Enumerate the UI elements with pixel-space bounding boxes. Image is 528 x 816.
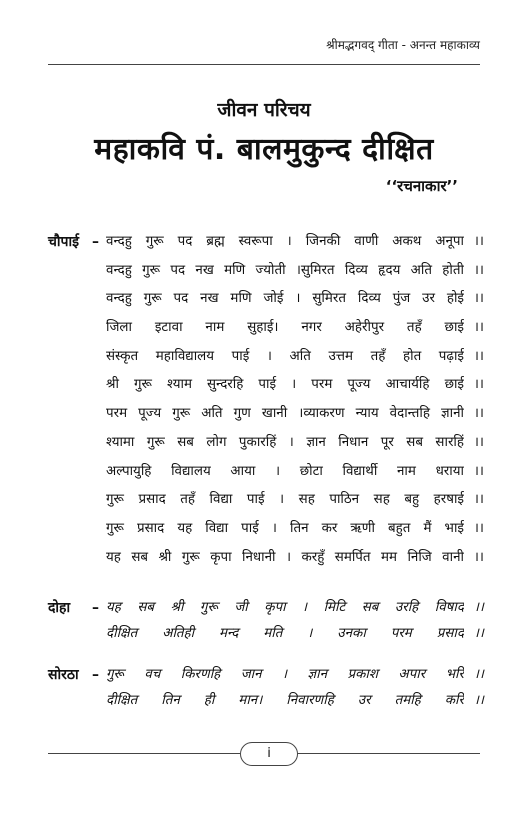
verse-text: श्यामा गुरू सब लोग पुकारहिं । ज्ञान निधान पूर सब सारहिं xyxy=(106,434,464,450)
end-mark: ।। xyxy=(473,291,484,307)
verse-text: यह सब श्री गुरू जी कृपा । मिटि सब उरहि विषाद xyxy=(106,600,464,615)
verse-line xyxy=(48,621,484,647)
verse-line xyxy=(48,400,484,429)
verse-text: दीक्षित अतिही मन्द मति । उनका परम प्रसाद xyxy=(106,626,464,641)
end-mark: ।। xyxy=(473,406,484,422)
verse-line xyxy=(48,515,484,544)
verse-line xyxy=(48,544,484,573)
end-mark: ।। xyxy=(473,693,484,708)
end-mark: ।। xyxy=(473,262,484,278)
page-number: i xyxy=(240,742,298,766)
verse-text: परम पूज्य गुरू अति गुण खानी ।व्याकरण न्याय वेदान्तहि ज्ञानी xyxy=(106,406,464,422)
verse-text: जिला इटावा नाम सुहाई। नगर अहेरीपुर तहँ छाई xyxy=(106,320,464,336)
verse-text: अल्पायुहि विद्यालय आया । छोटा विद्यार्थी नाम धराया xyxy=(106,463,464,479)
verse-text: संस्कृत महाविद्यालय पाई । अति उत्तम तहँ होत पढ़ाई xyxy=(106,348,464,364)
chaupai-section xyxy=(48,228,484,572)
sortha-label: सोरठा xyxy=(48,667,79,683)
end-mark: ।। xyxy=(473,492,484,508)
verse-line xyxy=(48,688,484,714)
verse-line xyxy=(48,343,484,372)
footer-rule-right xyxy=(296,753,480,754)
verse-text: श्री गुरू श्याम सुन्दरहि पाई । परम पूज्य आचार्यहि छाई xyxy=(106,377,464,393)
verse-line xyxy=(48,429,484,458)
verse-line xyxy=(48,228,484,257)
doha-label: दोहा xyxy=(48,600,71,616)
verse-line xyxy=(48,371,484,400)
chaupai-label: चौपाई xyxy=(48,234,79,250)
verse-text: दीक्षित तिन ही मान। निवारणहि उर तमहि करि xyxy=(106,693,464,708)
label-dash: – xyxy=(92,600,99,616)
verse-line xyxy=(48,595,484,621)
verse-text: यह सब श्री गुरू कृपा निधानी । करहुँ समर्पित मम निजि वानी xyxy=(106,549,464,565)
end-mark: ।। xyxy=(473,348,484,364)
verse-text: वन्दहु गुरू पद ब्रह्म स्वरूपा । जिनकी वाणी अकथ अनूपा xyxy=(106,234,464,249)
end-mark: ।। xyxy=(473,234,484,249)
running-header: श्रीमद्भगवद् गीता - अनन्त महाकाव्य xyxy=(326,38,480,52)
end-mark: ।। xyxy=(473,434,484,450)
verse-line xyxy=(48,285,484,314)
end-mark: ।। xyxy=(473,600,484,615)
end-mark: ।। xyxy=(473,377,484,393)
subtitle: जीवन परिचय xyxy=(217,99,311,121)
verse-text: गुरू प्रसाद यह विद्या पाई । तिन कर ऋणी बहुत मैं भाई xyxy=(106,520,464,536)
end-mark: ।। xyxy=(473,549,484,565)
end-mark: ।। xyxy=(473,463,484,479)
page-title: महाकवि पं. बालमुकुन्द दीक्षित xyxy=(94,132,434,167)
verse-line xyxy=(48,314,484,343)
doha-section xyxy=(48,595,484,647)
verse-line xyxy=(48,458,484,487)
end-mark: ।। xyxy=(473,626,484,641)
end-mark: ।। xyxy=(473,520,484,536)
verse-text: वन्दहु गुरू पद नख मणि ज्योती ।सुमिरत दिव्य हृदय अति होती xyxy=(106,262,464,278)
label-dash: – xyxy=(92,234,99,250)
header-rule xyxy=(48,64,480,65)
author-tag: ‘‘रचनाकार’’ xyxy=(385,177,458,195)
label-dash: – xyxy=(92,667,99,683)
sortha-section xyxy=(48,662,484,714)
verse-text: गुरू वच किरणहि जान । ज्ञान प्रकाश अपार भरि xyxy=(106,667,464,682)
end-mark: ।। xyxy=(473,320,484,336)
footer-rule-left xyxy=(48,753,240,754)
verse-line xyxy=(48,662,484,688)
verse-text: वन्दहु गुरू पद नख मणि जोई । सुमिरत दिव्य पुंज उर होई xyxy=(106,291,464,307)
verse-line xyxy=(48,486,484,515)
verse-text: गुरू प्रसाद तहँ विद्या पाई । सह पाठिन सह बहु हरषाई xyxy=(106,492,464,508)
end-mark: ।। xyxy=(473,667,484,682)
verse-line xyxy=(48,257,484,286)
